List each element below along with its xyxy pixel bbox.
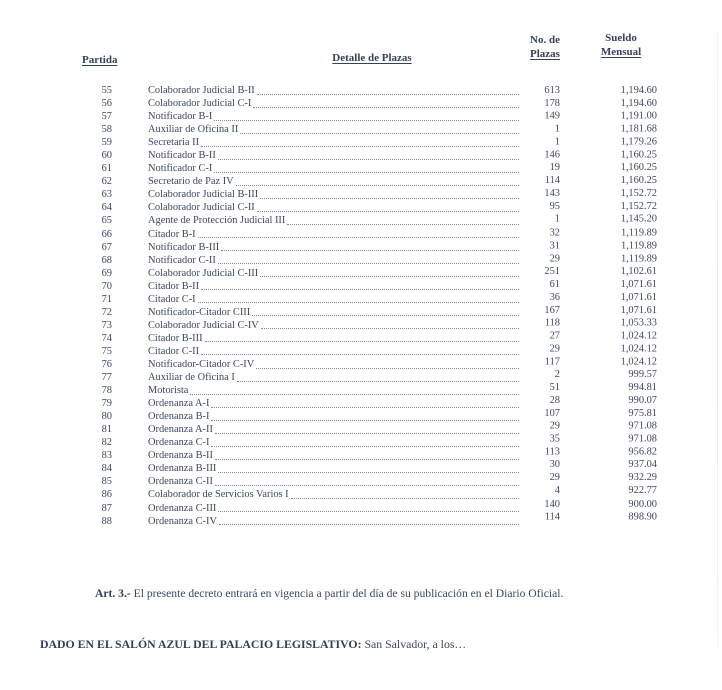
- partida-cell: 85: [101, 476, 112, 488]
- detalle-cell: Ordenanza A-I: [148, 398, 210, 410]
- detalle-cell: Colaborador Judicial C-IV: [148, 319, 259, 331]
- sueldo-cell: 1,160.25: [620, 175, 657, 187]
- dot-leader: [201, 142, 519, 147]
- plazas-cell: 29: [549, 343, 560, 355]
- detalle-cell: Agente de Protección Judicial III: [148, 215, 286, 227]
- dot-leader: [261, 324, 519, 329]
- detalle-cell: Ordenanza C-IV: [148, 515, 217, 527]
- column-header-partida: Partida: [82, 54, 118, 66]
- dot-leader: [218, 259, 519, 264]
- sueldo-cell: 937.04: [628, 459, 657, 471]
- plazas-cell: 35: [549, 433, 560, 445]
- detalle-cell: Colaborador Judicial C-III: [148, 267, 259, 279]
- sueldo-cell: 900.00: [628, 498, 657, 510]
- sueldo-cell: 971.08: [628, 420, 657, 432]
- dot-leader: [201, 350, 519, 355]
- detalle-cell: Colaborador Judicial B-II: [148, 85, 255, 96]
- partida-cell: 55: [101, 85, 112, 96]
- detalle-cell: Ordenanza B-II: [148, 450, 213, 462]
- plazas-cell: 51: [549, 382, 560, 394]
- detalle-cell: Secretario de Paz IV: [148, 176, 234, 188]
- partida-cell: 57: [101, 111, 112, 123]
- detalle-cell: Colaborador Judicial B-III: [148, 189, 259, 201]
- sueldo-cell: 932.29: [628, 472, 657, 484]
- detalle-cell: Citador B-I: [148, 228, 196, 240]
- detalle-cell: Notificador-Citador CIII: [148, 306, 251, 318]
- partida-cell: 74: [101, 332, 112, 344]
- plazas-cell: 613: [544, 85, 560, 96]
- partida-cell: 86: [101, 489, 112, 501]
- partida-cell: 62: [101, 176, 112, 188]
- dot-leader: [201, 285, 519, 290]
- plazas-cell: 36: [549, 291, 560, 303]
- detalle-cell: Ordenanza C-III: [148, 502, 217, 514]
- dot-leader: [240, 129, 519, 134]
- dot-leader: [214, 168, 519, 173]
- detalle-cell: Auxiliar de Oficina II: [148, 124, 239, 136]
- sueldo-cell: 1,071.61: [620, 278, 657, 290]
- dot-leader: [218, 468, 519, 473]
- dot-leader: [256, 364, 519, 369]
- plazas-cell: 30: [549, 459, 560, 471]
- plazas-cell: 146: [544, 149, 560, 161]
- sueldo-cell: 1,194.60: [620, 85, 657, 96]
- partida-cell: 61: [101, 163, 112, 175]
- detalle-cell: Notificador B-I: [148, 111, 213, 123]
- dot-leader: [291, 494, 519, 499]
- sueldo-cell: 956.82: [628, 446, 657, 458]
- plazas-cell: 118: [544, 317, 560, 329]
- article-3-text: El presente decreto entrará en vigencia a partir del día de su publicación en el Diario Oficial.: [130, 587, 564, 600]
- dot-leader: [198, 233, 519, 238]
- plazas-cell: 113: [544, 446, 560, 458]
- column-header-sueldo-mensual: [586, 31, 656, 59]
- plazas-cell: 1: [554, 123, 560, 135]
- dot-leader: [221, 246, 519, 251]
- dot-leader: [211, 416, 519, 421]
- detalle-cell: Notificador C-II: [148, 254, 216, 266]
- partida-cell: 75: [101, 345, 112, 357]
- detalle-cell: Citador C-II: [148, 345, 200, 357]
- sueldo-cell: 922.77: [628, 485, 657, 497]
- dot-leader: [287, 220, 519, 225]
- sueldo-cell: 1,179.26: [620, 136, 657, 148]
- partida-cell: 87: [101, 502, 112, 514]
- partida-cell: 58: [101, 124, 112, 136]
- dot-leader: [215, 455, 519, 460]
- partida-cell: 77: [101, 372, 112, 384]
- plazas-cell: 143: [544, 188, 560, 200]
- sueldo-cell: 1,024.12: [620, 330, 657, 342]
- plazas-cell: 107: [544, 407, 560, 419]
- detalle-cell: Ordenanza C-II: [148, 476, 213, 488]
- detalle-cell: Notificador C-I: [148, 163, 213, 175]
- plazas-cell: 2: [554, 369, 560, 381]
- plazas-cell: 28: [549, 395, 560, 407]
- sueldo-cell: 1,160.25: [620, 149, 657, 161]
- detalle-cell: Notificador B-II: [148, 150, 216, 162]
- dot-leader: [211, 442, 519, 447]
- plazas-cell: 19: [549, 162, 560, 174]
- article-3-label: Art. 3.-: [95, 587, 131, 600]
- detalle-cell: Colaborador Judicial C-I: [148, 98, 252, 110]
- table-row: [85, 511, 657, 528]
- plazas-cell: 1: [554, 214, 560, 226]
- dot-leader: [190, 390, 519, 395]
- sueldo-cell: 1,152.72: [620, 201, 657, 213]
- column-header-no-de: No. de: [530, 34, 560, 46]
- plazas-cell: 32: [549, 227, 560, 239]
- dot-leader: [260, 194, 519, 199]
- plazas-cell: 95: [549, 201, 560, 213]
- sueldo-cell: 1,071.61: [620, 304, 657, 316]
- table-row: [85, 97, 657, 110]
- detalle-cell: Colaborador de Servicios Varios I: [148, 489, 289, 501]
- partida-cell: 70: [101, 280, 112, 292]
- plazas-cell: 149: [544, 110, 560, 122]
- plazas-cell: 31: [549, 240, 560, 252]
- detalle-cell: Notificador-Citador C-IV: [148, 358, 255, 370]
- dot-leader: [257, 90, 519, 95]
- partida-cell: 67: [101, 241, 112, 253]
- table-row: [85, 149, 657, 162]
- dot-leader: [218, 507, 519, 512]
- plazas-cell: 117: [544, 356, 560, 368]
- dot-leader: [257, 207, 519, 212]
- dot-leader: [198, 298, 519, 303]
- partida-cell: 81: [101, 424, 112, 436]
- sueldo-cell: 994.81: [628, 382, 657, 394]
- detalle-cell: Ordenanza C-I: [148, 437, 210, 449]
- partida-cell: 65: [101, 215, 112, 227]
- detalle-cell: Citador B-II: [148, 280, 200, 292]
- dot-leader: [260, 272, 519, 277]
- partida-cell: 84: [101, 463, 112, 475]
- plazas-cell: 251: [544, 265, 560, 277]
- scan-edge-artifact: [717, 30, 718, 650]
- partida-cell: 63: [101, 189, 112, 201]
- plazas-cell: 1: [554, 136, 560, 148]
- plazas-cell: 4: [554, 485, 560, 497]
- dot-leader: [214, 116, 519, 121]
- plazas-cell: 29: [549, 420, 560, 432]
- partida-cell: 69: [101, 267, 112, 279]
- column-header-no-de-plazas: [513, 33, 577, 61]
- partida-cell: 78: [101, 385, 112, 397]
- article-3-paragraph: [95, 586, 675, 601]
- sueldo-cell: 1,024.12: [620, 356, 657, 368]
- plazas-cell: 114: [544, 175, 560, 187]
- plazas-table-body: [85, 84, 657, 528]
- plazas-cell: 178: [544, 97, 560, 109]
- detalle-cell: Citador C-I: [148, 293, 196, 305]
- plazas-cell: 114: [544, 511, 560, 523]
- dot-leader: [236, 181, 519, 186]
- sueldo-cell: 1,053.33: [620, 317, 657, 329]
- partida-cell: 80: [101, 411, 112, 423]
- detalle-cell: Ordenanza B-I: [148, 411, 210, 423]
- sueldo-cell: 1,119.89: [621, 252, 657, 264]
- detalle-cell: Secretaria II: [148, 137, 200, 149]
- detalle-cell: Notificador B-III: [148, 241, 220, 253]
- closing-statement: [40, 637, 680, 652]
- partida-cell: 73: [101, 319, 112, 331]
- sueldo-cell: 1,194.60: [620, 97, 657, 109]
- plazas-cell: 27: [549, 330, 560, 342]
- table-row: [85, 84, 657, 97]
- dot-leader: [215, 429, 519, 434]
- sueldo-cell: 990.07: [628, 395, 657, 407]
- detalle-cell: Citador B-III: [148, 332, 203, 344]
- detalle-cell: Colaborador Judicial C-II: [148, 202, 255, 214]
- sueldo-cell: 971.08: [628, 433, 657, 445]
- plazas-cell: 167: [544, 304, 560, 316]
- dot-leader: [237, 377, 519, 382]
- column-header-sueldo: Sueldo: [605, 32, 637, 44]
- sueldo-cell: 1,071.61: [620, 291, 657, 303]
- sueldo-cell: 898.90: [628, 511, 657, 523]
- plazas-cell: 140: [544, 498, 560, 510]
- partida-cell: 56: [101, 98, 112, 110]
- dot-leader: [219, 520, 519, 525]
- partida-cell: 59: [101, 137, 112, 149]
- sueldo-cell: 1,191.00: [620, 110, 657, 122]
- plazas-cell: 29: [549, 472, 560, 484]
- column-header-plazas: Plazas: [530, 48, 560, 60]
- sueldo-cell: 1,160.25: [620, 162, 657, 174]
- detalle-cell: Auxiliar de Oficina I: [148, 372, 235, 384]
- table-row: [85, 110, 657, 123]
- sueldo-cell: 975.81: [628, 407, 657, 419]
- plazas-cell: 29: [549, 252, 560, 264]
- sueldo-cell: 1,181.68: [620, 123, 657, 135]
- sueldo-cell: 1,102.61: [620, 265, 657, 277]
- sueldo-cell: 1,145.20: [620, 214, 657, 226]
- dot-leader: [252, 311, 519, 316]
- sueldo-cell: 1,024.12: [620, 343, 657, 355]
- partida-cell: 64: [101, 202, 112, 214]
- sueldo-cell: 1,152.72: [620, 188, 657, 200]
- partida-cell: 82: [101, 437, 112, 449]
- table-row: [85, 123, 657, 136]
- partida-cell: 68: [101, 254, 112, 266]
- partida-cell: 83: [101, 450, 112, 462]
- partida-cell: 72: [101, 306, 112, 318]
- detalle-cell: Motorista: [148, 385, 189, 397]
- dot-leader: [218, 155, 519, 160]
- dot-leader: [253, 103, 519, 108]
- table-row: [85, 136, 657, 149]
- partida-cell: 71: [101, 293, 112, 305]
- column-header-detalle-de-plazas: Detalle de Plazas: [332, 52, 412, 64]
- sueldo-cell: 1,119.89: [621, 240, 657, 252]
- dot-leader: [215, 481, 519, 486]
- closing-regular-text: San Salvador, a los…: [361, 637, 467, 651]
- dot-leader: [211, 403, 519, 408]
- plazas-cell: 61: [549, 278, 560, 290]
- partida-cell: 66: [101, 228, 112, 240]
- detalle-cell: Ordenanza A-II: [148, 424, 213, 436]
- detalle-cell: Ordenanza B-III: [148, 463, 217, 475]
- column-header-mensual: Mensual: [600, 46, 642, 58]
- partida-cell: 88: [101, 515, 112, 527]
- closing-bold-text: DADO EN EL SALÓN AZUL DEL PALACIO LEGISLATIVO:: [40, 637, 362, 651]
- dot-leader: [205, 337, 519, 342]
- table-row: [85, 162, 657, 175]
- partida-cell: 76: [101, 358, 112, 370]
- sueldo-cell: 999.57: [628, 369, 657, 381]
- sueldo-cell: 1,119.89: [621, 227, 657, 239]
- partida-cell: 60: [101, 150, 112, 162]
- partida-cell: 79: [101, 398, 112, 410]
